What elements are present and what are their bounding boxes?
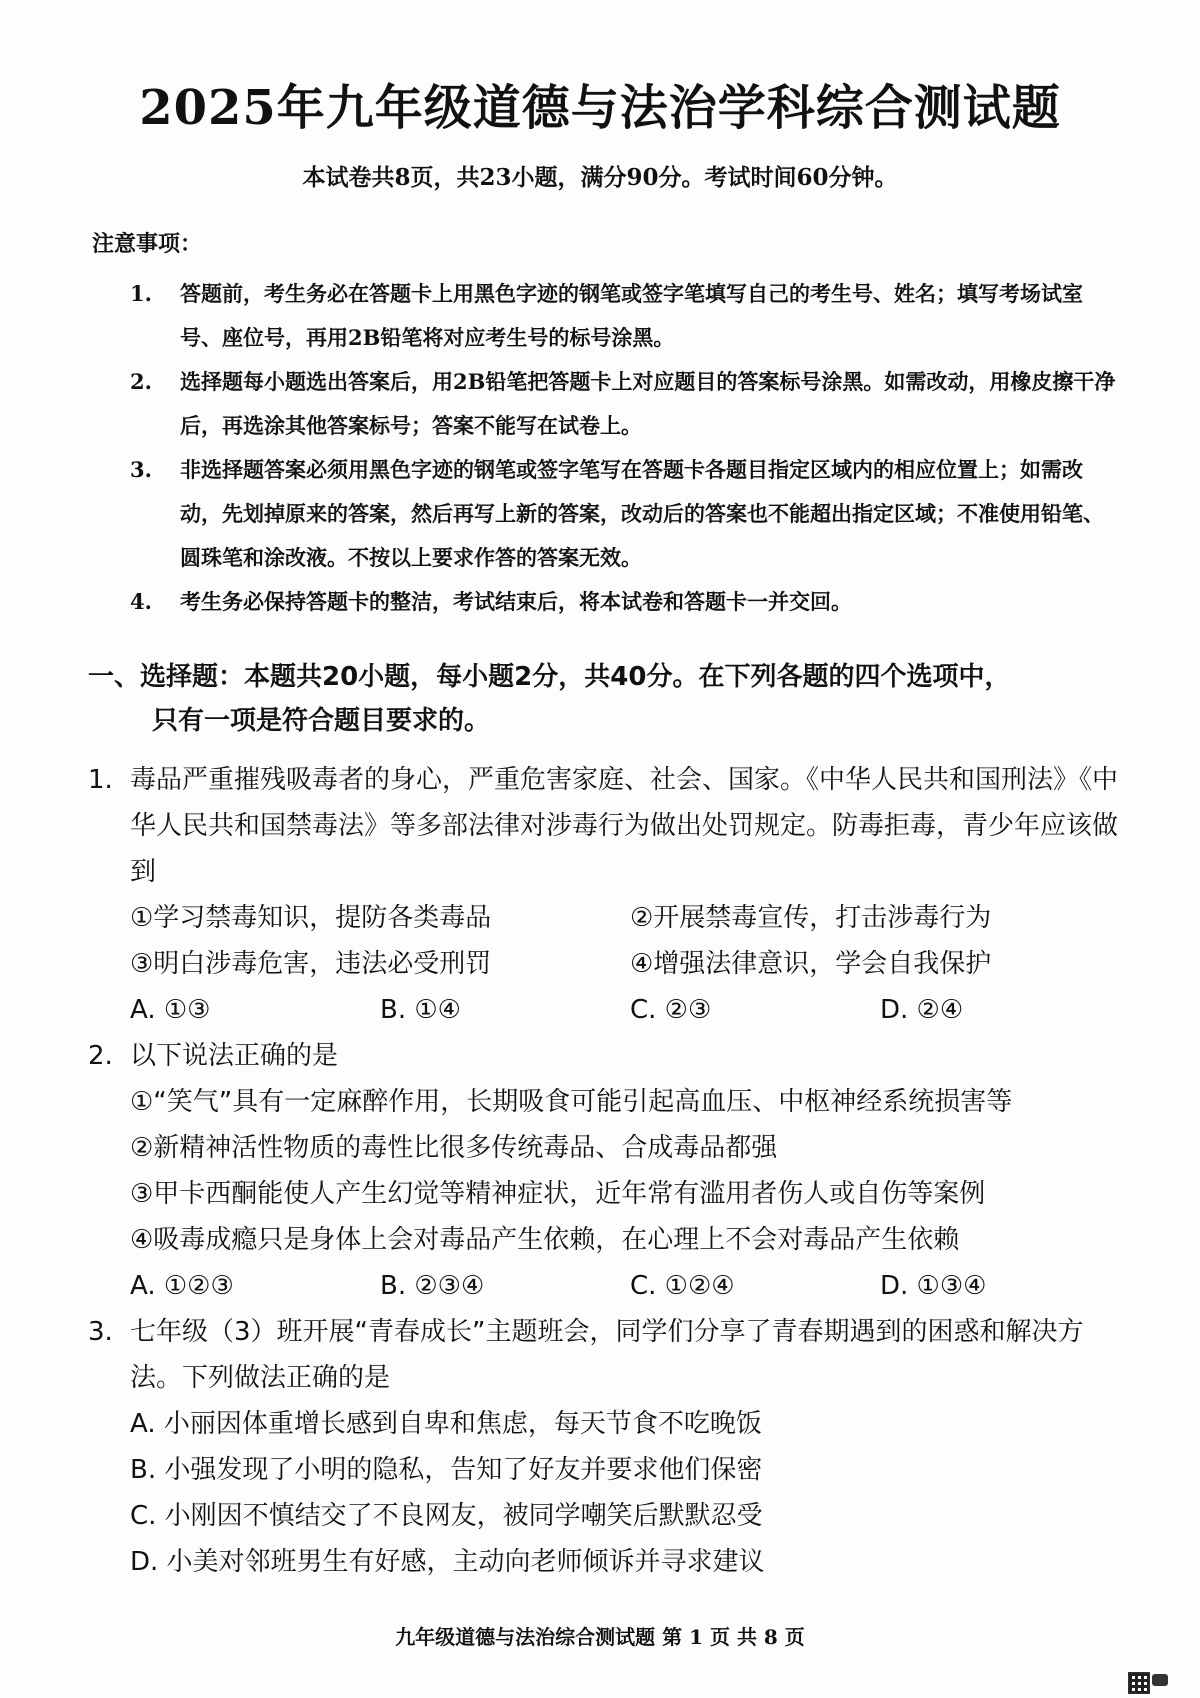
statement: ①学习禁毒知识，提防各类毒品 [130, 903, 492, 933]
question-list [88, 757, 1128, 1585]
question-number: 2. [88, 1041, 113, 1071]
statement: ③甲卡西酮能使人产生幻觉等精神症状，近年常有滥用者伤人或自伤等案例 [130, 1179, 986, 1209]
question-stem: 以下说法正确的是 [130, 1041, 339, 1071]
notice-text: 选择题每小题选出答案后，用2B铅笔把答题卡上对应题目的答案标号涂黑。如需改动，用橡皮擦干净后，再选涂其他答案标号；答案不能写在试卷上。 [180, 369, 1116, 438]
choice-d: D. ①③④ [880, 1271, 987, 1301]
choice-d: D. 小美对邻班男生有好感，主动向老师倾诉并寻求建议 [130, 1547, 765, 1577]
question-number: 3. [88, 1317, 113, 1347]
statement: ③明白涉毒危害，违法必受刑罚 [130, 949, 492, 979]
answer-choices [130, 1263, 1130, 1309]
choice-a: A. ①③ [130, 995, 211, 1025]
choice-a: A. ①②③ [130, 1271, 234, 1301]
statement: ④增强法律意识，学会自我保护 [630, 949, 992, 979]
choice-c: C. ②③ [630, 995, 712, 1025]
question-2 [88, 1033, 1128, 1309]
statement: ④吸毒成瘾只是身体上会对毒品产生依赖，在心理上不会对毒品产生依赖 [130, 1225, 960, 1255]
statement: ②开展禁毒宣传，打击涉毒行为 [630, 903, 992, 933]
qr-code-icon [1128, 1672, 1150, 1694]
section-heading-line1: 一、选择题：本题共20小题，每小题2分，共40分。在下列各题的四个选项中， [88, 662, 1011, 692]
exam-subtitle: 本试卷共8页，共23小题，满分90分。考试时间60分钟。 [302, 164, 898, 191]
exam-title: 2025年九年级道德与法治学科综合测试题 [139, 80, 1061, 136]
choice-b: B. ②③④ [380, 1271, 485, 1301]
notice-text: 非选择题答案必须用黑色字迹的钢笔或签字笔写在答题卡各题目指定区域内的相应位置上；如需改动，先划掉原来的答案，然后再写上新的答案，改动后的答案也不能超出指定区域；不准使用铅笔、圆珠笔和涂改液。不按以上要求作答的答案无效。 [180, 457, 1104, 570]
statement: ②新精神活性物质的毒性比很多传统毒品、合成毒品都强 [130, 1133, 778, 1163]
notice-item [130, 580, 1120, 624]
choice-d: D. ②④ [880, 995, 964, 1025]
choice-c: C. ①②④ [630, 1271, 735, 1301]
section-heading-line2: 只有一项是符合题目要求的。 [152, 706, 491, 736]
notice-number: 4. [130, 589, 152, 614]
choice-a: A. 小丽因体重增长感到自卑和焦虑，每天节食不吃晚饭 [130, 1409, 762, 1439]
notice-text: 考生务必保持答题卡的整洁，考试结束后，将本试卷和答题卡一并交回。 [180, 589, 852, 614]
notice-item [130, 448, 1120, 580]
statement: ①“笑气”具有一定麻醉作用，长期吸食可能引起高血压、中枢神经系统损害等 [130, 1087, 1013, 1117]
answer-choices [130, 987, 1130, 1033]
notice-number: 1. [130, 281, 152, 306]
question-3 [88, 1309, 1128, 1585]
question-stem: 七年级（3）班开展“青春成长”主题班会，同学们分享了青春期遇到的困惑和解决方法。下列做法正确的是 [130, 1317, 1084, 1393]
choice-b: B. ①④ [380, 995, 461, 1025]
notice-heading: 注意事项： [92, 231, 203, 257]
question-1 [88, 757, 1128, 1033]
question-number: 1. [88, 765, 113, 795]
notice-text: 答题前，考生务必在答题卡上用黑色字迹的钢笔或签字笔填写自己的考生号、姓名；填写考场试室号、座位号，再用2B铅笔将对应考生号的标号涂黑。 [180, 281, 1083, 350]
notice-item [130, 272, 1120, 360]
notice-item [130, 360, 1120, 448]
notice-list [130, 272, 1120, 624]
choice-b: B. 小强发现了小明的隐私，告知了好友并要求他们保密 [130, 1455, 763, 1485]
section-heading [88, 655, 1128, 743]
statement-grid [130, 895, 1130, 987]
notice-number: 3. [130, 457, 152, 482]
notice-number: 2. [130, 369, 152, 394]
scanner-logo-icon [1152, 1674, 1168, 1686]
question-stem: 毒品严重摧残吸毒者的身心，严重危害家庭、社会、国家。《中华人民共和国刑法》《中华人民共和国禁毒法》等多部法律对涉毒行为做出处罚规定。防毒拒毒，青少年应该做到 [130, 765, 1119, 887]
choice-c: C. 小刚因不慎结交了不良网友，被同学嘲笑后默默忍受 [130, 1501, 763, 1531]
page-footer: 九年级道德与法治综合测试题 第 1 页 共 8 页 [395, 1625, 805, 1649]
